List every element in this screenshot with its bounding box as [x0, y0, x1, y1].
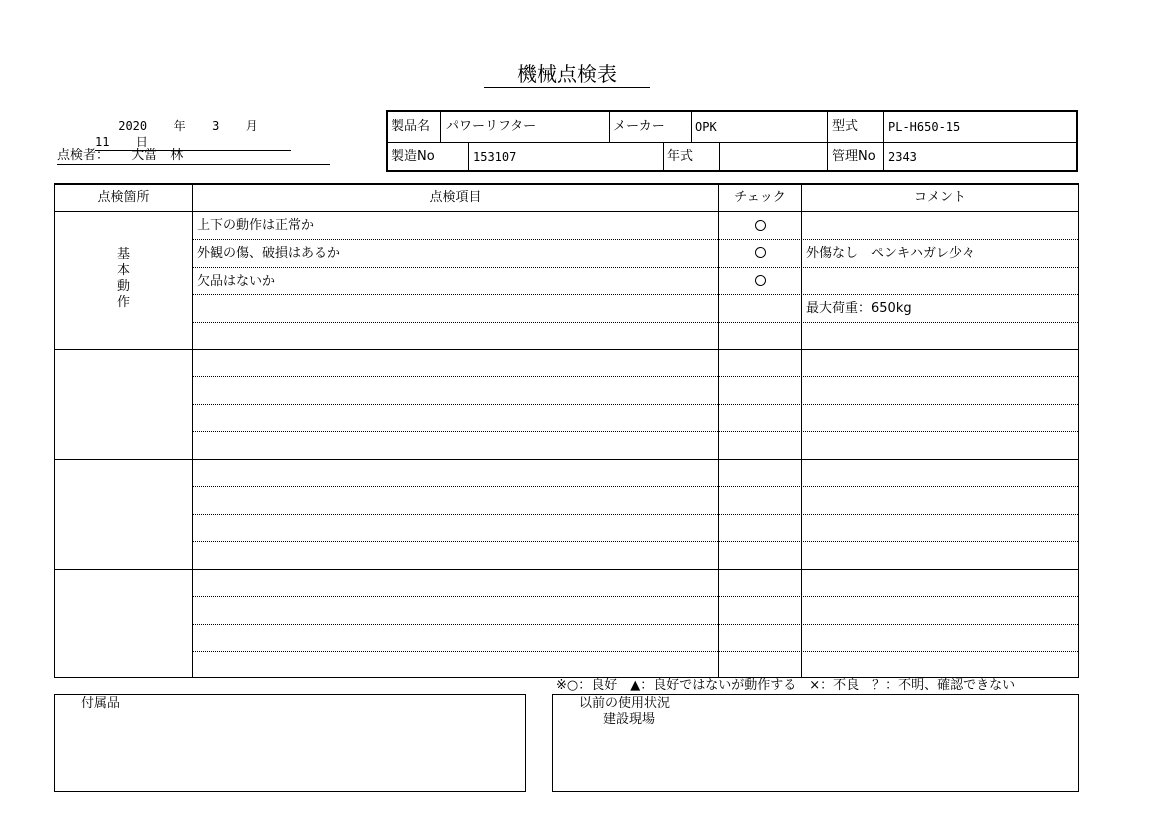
serial-label: 製造No: [391, 149, 435, 164]
previous-use-value: 建設現場: [603, 712, 656, 727]
date-month: 3: [212, 119, 220, 133]
maker-label: メーカー: [613, 119, 665, 134]
section-basic-operation-label: 基 本 動 作: [116, 247, 130, 310]
management-no-value: 2343: [888, 150, 917, 164]
inspector-name: 大當 林: [131, 148, 184, 163]
check-good-mark: [755, 275, 766, 286]
model-value: PL-H650-15: [888, 120, 961, 134]
check-good-mark: [755, 247, 766, 258]
accessories-box: [54, 694, 526, 792]
date-year: 2020: [118, 119, 148, 133]
page-title: 機械点検表: [484, 62, 650, 88]
check-good-mark: [755, 220, 766, 231]
product-name-label: 製品名: [391, 119, 431, 134]
model-label: 型式: [832, 119, 859, 134]
comment: 最大荷重：650kg: [806, 301, 912, 316]
serial-value: 153107: [473, 150, 517, 164]
accessories-label: 付属品: [81, 696, 121, 711]
inspection-item: 外観の傷、破損はあるか: [197, 246, 341, 261]
date-year-unit: 年: [173, 119, 186, 133]
management-no-label: 管理No: [832, 149, 876, 164]
header-check: チェック: [734, 190, 786, 205]
product-name-value: パワーリフター: [446, 119, 537, 134]
inspection-item: 欠品はないか: [197, 274, 276, 289]
inspection-item: 上下の動作は正常か: [197, 218, 315, 233]
product-info-box: [386, 110, 1078, 172]
comment: 外傷なし ペンキハガレ少々: [806, 246, 976, 261]
header-comment: コメント: [913, 190, 966, 205]
inspector-line: [57, 147, 330, 165]
inspector-label: 点検者：: [57, 148, 110, 163]
inspection-table: [54, 183, 1079, 678]
date-day: 11: [95, 135, 110, 149]
date-day-unit: 日: [135, 135, 148, 149]
maker-value: OPK: [695, 120, 717, 134]
legend-note: ※○：良好 ▲：良好ではないが動作する ×：不良 ？：不明、確認できない: [556, 678, 1016, 693]
previous-use-box: [552, 694, 1079, 792]
header-location: 点検箇所: [97, 190, 150, 205]
year-model-label: 年式: [667, 149, 694, 164]
header-item: 点検項目: [429, 190, 482, 205]
date-month-unit: 月: [245, 119, 258, 133]
previous-use-label: 以前の使用状況: [579, 696, 671, 711]
